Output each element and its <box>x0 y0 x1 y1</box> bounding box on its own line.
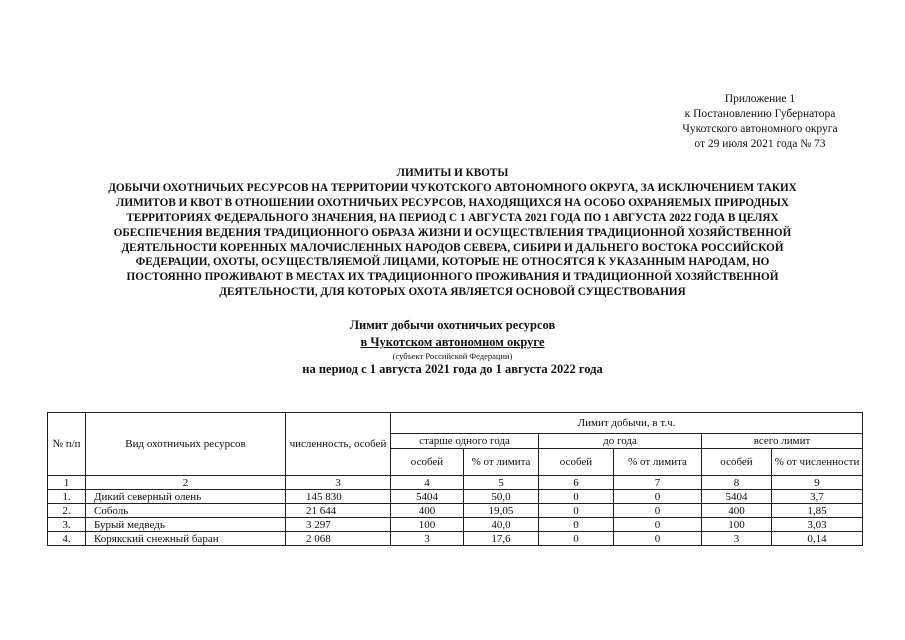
over-one-year-individuals: 100 <box>391 518 464 532</box>
under-one-year-pct: 0 <box>614 490 702 504</box>
appendix-date-line: от 29 июля 2021 года № 73 <box>694 138 826 150</box>
heading-line: ОБЕСПЕЧЕНИЯ ВЕДЕНИЯ ТРАДИЦИОННОГО ОБРАЗА ЖИЗНИ И ОСУЩЕСТВЛЕНИЯ ТРАДИЦИОННОЙ ХОЗЯЙСТВЕННОЙ <box>113 226 792 239</box>
table-row <box>48 490 863 504</box>
heading-line: ЛИМИТОВ И КВОТ В ОТНОШЕНИИ ОХОТНИЧЬИХ РЕСУРСОВ, НАХОДЯЩИХСЯ НА ОСОБО ОХРАНЯЕМЫХ ПРИРОДНЫХ <box>116 196 789 209</box>
column-number-row <box>48 476 863 490</box>
under-one-year-individuals: 0 <box>539 532 614 546</box>
species-name: Бурый медведь <box>86 518 286 532</box>
column-number: 6 <box>539 476 614 490</box>
region-name: в Чукотском автономном округе <box>360 335 545 349</box>
header-total-limit: всего лимит <box>702 434 863 449</box>
heading-line: ФЕДЕРАЦИИ, ОХОТЫ, ОСУЩЕСТВЛЯЕМОЙ ЛИЦАМИ, КОТОРЫЕ НЕ ОТНОСЯТСЯ К УКАЗАННЫМ НАРОДАМ, НО <box>135 256 770 269</box>
total-limit-individuals: 400 <box>702 504 772 518</box>
header-species: Вид охотничьих ресурсов <box>86 413 286 476</box>
column-number: 5 <box>464 476 539 490</box>
column-number: 2 <box>86 476 286 490</box>
column-number: 1 <box>48 476 86 490</box>
region-note: (субъект Российской Федерации) <box>392 351 513 361</box>
total-limit-pct: 3,03 <box>772 518 863 532</box>
heading-line: ДЕЯТЕЛЬНОСТИ, ДЛЯ КОТОРЫХ ОХОТА ЯВЛЯЕТСЯ ОСНОВОЙ СУЩЕСТВОВАНИЯ <box>219 286 686 299</box>
region-line <box>0 334 905 351</box>
over-one-year-individuals: 3 <box>391 532 464 546</box>
appendix-line: к Постановлению Губернатора <box>684 108 836 120</box>
header-individuals: особей <box>702 449 772 476</box>
column-number: 8 <box>702 476 772 490</box>
species-name: Корякский снежный баран <box>86 532 286 546</box>
column-number: 7 <box>614 476 702 490</box>
total-limit-individuals: 100 <box>702 518 772 532</box>
over-one-year-individuals: 5404 <box>391 490 464 504</box>
under-one-year-individuals: 0 <box>539 490 614 504</box>
over-one-year-pct: 50,0 <box>464 490 539 504</box>
header-pct-of-limit: % от лимита <box>614 449 702 476</box>
under-one-year-individuals: 0 <box>539 518 614 532</box>
header-over-one-year: старше одного года <box>391 434 539 449</box>
population-value: 3 297 <box>286 518 391 532</box>
over-one-year-pct: 40,0 <box>464 518 539 532</box>
header-under-one-year: до года <box>539 434 702 449</box>
under-one-year-pct: 0 <box>614 504 702 518</box>
under-one-year-individuals: 0 <box>539 504 614 518</box>
header-pct-of-population: % от численности <box>772 449 863 476</box>
over-one-year-individuals: 400 <box>391 504 464 518</box>
over-one-year-pct: 17,6 <box>464 532 539 546</box>
heading-line: ТЕРРИТОРИЯХ ФЕДЕРАЛЬНОГО ЗНАЧЕНИЯ, НА ПЕРИОД С 1 АВГУСТА 2021 ГОДА ПО 1 АВГУСТА 2022 ГОДА В ЦЕЛЯХ <box>126 211 779 224</box>
table-row <box>48 532 863 546</box>
over-one-year-pct: 19,05 <box>464 504 539 518</box>
limits-table <box>47 412 863 546</box>
column-number: 9 <box>772 476 863 490</box>
row-number: 2. <box>48 504 86 518</box>
appendix-line: Приложение 1 <box>724 93 796 105</box>
header-pct-of-limit: % от лимита <box>464 449 539 476</box>
species-name: Дикий северный олень <box>86 490 286 504</box>
subtitle-line: Лимит добычи охотничьих ресурсов <box>349 318 556 332</box>
period-line: на период с 1 августа 2021 года до 1 августа 2022 года <box>302 362 603 376</box>
heading-line: ДОБЫЧИ ОХОТНИЧЬИХ РЕСУРСОВ НА ТЕРРИТОРИИ ЧУКОТСКОГО АВТОНОМНОГО ОКРУГА, ЗА ИСКЛЮЧЕНИЕМ ТАКИХ <box>108 181 797 194</box>
table-row <box>48 518 863 532</box>
population-value: 21 644 <box>286 504 391 518</box>
population-value: 145 830 <box>286 490 391 504</box>
header-individuals: особей <box>391 449 464 476</box>
header-population: численность, особей <box>286 413 391 476</box>
total-limit-individuals: 5404 <box>702 490 772 504</box>
row-number: 1. <box>48 490 86 504</box>
under-one-year-pct: 0 <box>614 518 702 532</box>
header-limit-group: Лимит добычи, в т.ч. <box>391 413 863 434</box>
document-heading <box>20 166 885 300</box>
population-value: 2 068 <box>286 532 391 546</box>
total-limit-pct: 0,14 <box>772 532 863 546</box>
row-number: 4. <box>48 532 86 546</box>
header-individuals: особей <box>539 449 614 476</box>
heading-line: ПОСТОЯННО ПРОЖИВАЮТ В МЕСТАХ ИХ ТРАДИЦИОННОГО ПРОЖИВАНИЯ И ТРАДИЦИОННОЙ ХОЗЯЙСТВЕННОЙ <box>126 271 779 284</box>
heading-line: ДЕЯТЕЛЬНОСТИ КОРЕННЫХ МАЛОЧИСЛЕННЫХ НАРОДОВ СЕВЕРА, СИБИРИ И ДАЛЬНЕГО ВОСТОКА РОССИЙСКОЙ <box>121 241 784 254</box>
under-one-year-pct: 0 <box>614 532 702 546</box>
row-number: 3. <box>48 518 86 532</box>
column-number: 4 <box>391 476 464 490</box>
column-number: 3 <box>286 476 391 490</box>
heading-title: ЛИМИТЫ И КВОТЫ <box>396 167 509 179</box>
header-number: № п/п <box>48 413 86 476</box>
appendix-line: Чукотского автономного округа <box>682 123 838 135</box>
appendix-block <box>640 92 880 152</box>
subtitle-block <box>0 317 905 378</box>
total-limit-pct: 1,85 <box>772 504 863 518</box>
total-limit-pct: 3,7 <box>772 490 863 504</box>
species-name: Соболь <box>86 504 286 518</box>
table-row <box>48 504 863 518</box>
total-limit-individuals: 3 <box>702 532 772 546</box>
